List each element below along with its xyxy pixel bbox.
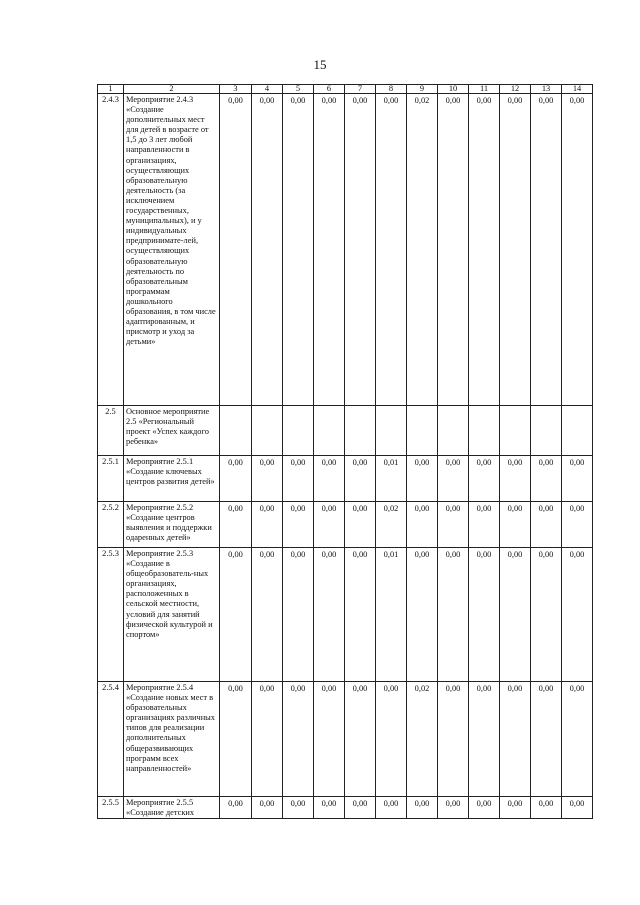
value-cell: 0,00 xyxy=(345,94,376,406)
value-cell xyxy=(220,406,252,456)
value-cell: 0,01 xyxy=(376,548,407,682)
page-number: 15 xyxy=(313,57,327,72)
value-cell: 0,00 xyxy=(438,682,469,797)
value-cell: 0,00 xyxy=(562,682,593,797)
value-cell xyxy=(438,406,469,456)
value-cell xyxy=(345,406,376,456)
value-cell: 0,00 xyxy=(500,797,531,819)
value-cell xyxy=(469,406,500,456)
column-header-6: 6 xyxy=(314,85,345,94)
value-cell: 0,00 xyxy=(407,548,438,682)
row-title: Мероприятие 2.4.3 «Создание дополнительных мест для детей в возрасте от 1,5 до 3 лет любой направленности в организациях, осуществляющих образовательную деятельность (за исключением государственных, муниципальных), и у индивидуальных предпринимате-лей, осуществляющих образовательную деятельность по образовательным программам дошкольного образования, в том числе адаптированным, и присмотр и уход за детьми» xyxy=(124,94,220,406)
value-cell: 0,00 xyxy=(469,682,500,797)
row-code: 2.5.4 xyxy=(98,682,124,797)
value-cell: 0,00 xyxy=(314,797,345,819)
row-code: 2.5.2 xyxy=(98,502,124,548)
budget-table xyxy=(97,84,593,819)
value-cell: 0,00 xyxy=(314,456,345,502)
value-cell: 0,00 xyxy=(438,797,469,819)
column-header-14: 14 xyxy=(562,85,593,94)
value-cell xyxy=(531,406,562,456)
table-row xyxy=(98,797,593,819)
value-cell: 0,00 xyxy=(438,548,469,682)
row-title: Мероприятие 2.5.1 «Создание ключевых центров развития детей» xyxy=(124,456,220,502)
value-cell: 0,00 xyxy=(220,548,252,682)
value-cell: 0,00 xyxy=(314,94,345,406)
value-cell: 0,00 xyxy=(562,456,593,502)
value-cell: 0,00 xyxy=(314,548,345,682)
value-cell: 0,00 xyxy=(407,502,438,548)
column-header-4: 4 xyxy=(252,85,283,94)
value-cell: 0,00 xyxy=(376,94,407,406)
value-cell xyxy=(407,406,438,456)
value-cell: 0,00 xyxy=(531,456,562,502)
table-row xyxy=(98,406,593,456)
value-cell: 0,00 xyxy=(469,502,500,548)
column-header-13: 13 xyxy=(531,85,562,94)
value-cell: 0,00 xyxy=(500,94,531,406)
value-cell: 0,00 xyxy=(376,682,407,797)
column-header-5: 5 xyxy=(283,85,314,94)
value-cell: 0,00 xyxy=(562,548,593,682)
value-cell: 0,00 xyxy=(252,797,283,819)
column-header-9: 9 xyxy=(407,85,438,94)
value-cell: 0,00 xyxy=(345,548,376,682)
column-header-10: 10 xyxy=(438,85,469,94)
value-cell: 0,00 xyxy=(220,797,252,819)
value-cell: 0,00 xyxy=(469,797,500,819)
value-cell: 0,00 xyxy=(562,94,593,406)
value-cell xyxy=(252,406,283,456)
value-cell: 0,00 xyxy=(283,682,314,797)
row-code: 2.5 xyxy=(98,406,124,456)
value-cell: 0,00 xyxy=(283,548,314,682)
column-header-8: 8 xyxy=(376,85,407,94)
value-cell: 0,00 xyxy=(562,502,593,548)
row-code: 2.4.3 xyxy=(98,94,124,406)
value-cell: 0,00 xyxy=(345,456,376,502)
value-cell: 0,00 xyxy=(438,94,469,406)
value-cell: 0,00 xyxy=(252,682,283,797)
table-row xyxy=(98,94,593,406)
row-code: 2.5.3 xyxy=(98,548,124,682)
column-header-3: 3 xyxy=(220,85,252,94)
value-cell: 0,00 xyxy=(531,94,562,406)
value-cell: 0,00 xyxy=(438,502,469,548)
column-header-11: 11 xyxy=(469,85,500,94)
value-cell xyxy=(314,406,345,456)
value-cell: 0,00 xyxy=(283,797,314,819)
value-cell: 0,00 xyxy=(500,502,531,548)
row-title: Мероприятие 2.5.5 «Создание детских xyxy=(124,797,220,819)
value-cell: 0,00 xyxy=(252,502,283,548)
value-cell xyxy=(500,406,531,456)
value-cell xyxy=(283,406,314,456)
value-cell: 0,00 xyxy=(469,94,500,406)
value-cell: 0,00 xyxy=(500,456,531,502)
value-cell: 0,00 xyxy=(531,548,562,682)
row-title: Мероприятие 2.5.3 «Создание в общеобразователь-ных организациях, расположенных в сельской местности, условий для занятий физической культурой и спортом» xyxy=(124,548,220,682)
value-cell: 0,00 xyxy=(220,456,252,502)
value-cell: 0,00 xyxy=(407,456,438,502)
column-header-1: 1 xyxy=(98,85,124,94)
value-cell: 0,00 xyxy=(252,94,283,406)
value-cell xyxy=(562,406,593,456)
value-cell: 0,02 xyxy=(376,502,407,548)
value-cell: 0,00 xyxy=(220,682,252,797)
value-cell: 0,00 xyxy=(407,797,438,819)
value-cell: 0,00 xyxy=(252,456,283,502)
value-cell: 0,00 xyxy=(314,682,345,797)
table-row xyxy=(98,682,593,797)
column-header-7: 7 xyxy=(345,85,376,94)
value-cell: 0,02 xyxy=(407,94,438,406)
value-cell: 0,00 xyxy=(220,94,252,406)
table-row xyxy=(98,456,593,502)
value-cell: 0,00 xyxy=(252,548,283,682)
value-cell: 0,00 xyxy=(438,456,469,502)
row-title: Мероприятие 2.5.4 «Создание новых мест в образовательных организациях различных типов для реализации дополнительных общеразвивающих программ всех направленностей» xyxy=(124,682,220,797)
column-header-12: 12 xyxy=(500,85,531,94)
value-cell: 0,00 xyxy=(500,682,531,797)
value-cell: 0,00 xyxy=(469,456,500,502)
value-cell: 0,02 xyxy=(407,682,438,797)
value-cell: 0,00 xyxy=(531,502,562,548)
row-title: Основное мероприятие 2.5 «Региональный проект «Успех каждого ребенка» xyxy=(124,406,220,456)
table-row xyxy=(98,502,593,548)
value-cell: 0,00 xyxy=(345,502,376,548)
value-cell: 0,00 xyxy=(531,797,562,819)
value-cell: 0,00 xyxy=(283,94,314,406)
value-cell: 0,00 xyxy=(469,548,500,682)
row-code: 2.5.1 xyxy=(98,456,124,502)
value-cell xyxy=(376,406,407,456)
column-header-2: 2 xyxy=(124,85,220,94)
value-cell: 0,01 xyxy=(376,456,407,502)
value-cell: 0,00 xyxy=(283,502,314,548)
value-cell: 0,00 xyxy=(283,456,314,502)
value-cell: 0,00 xyxy=(562,797,593,819)
value-cell: 0,00 xyxy=(345,797,376,819)
value-cell: 0,00 xyxy=(500,548,531,682)
value-cell: 0,00 xyxy=(220,502,252,548)
value-cell: 0,00 xyxy=(376,797,407,819)
table-row xyxy=(98,548,593,682)
value-cell: 0,00 xyxy=(345,682,376,797)
row-code: 2.5.5 xyxy=(98,797,124,819)
row-title: Мероприятие 2.5.2 «Создание центров выявления и поддержки одаренных детей» xyxy=(124,502,220,548)
column-number-header xyxy=(98,85,593,94)
value-cell: 0,00 xyxy=(314,502,345,548)
value-cell: 0,00 xyxy=(531,682,562,797)
